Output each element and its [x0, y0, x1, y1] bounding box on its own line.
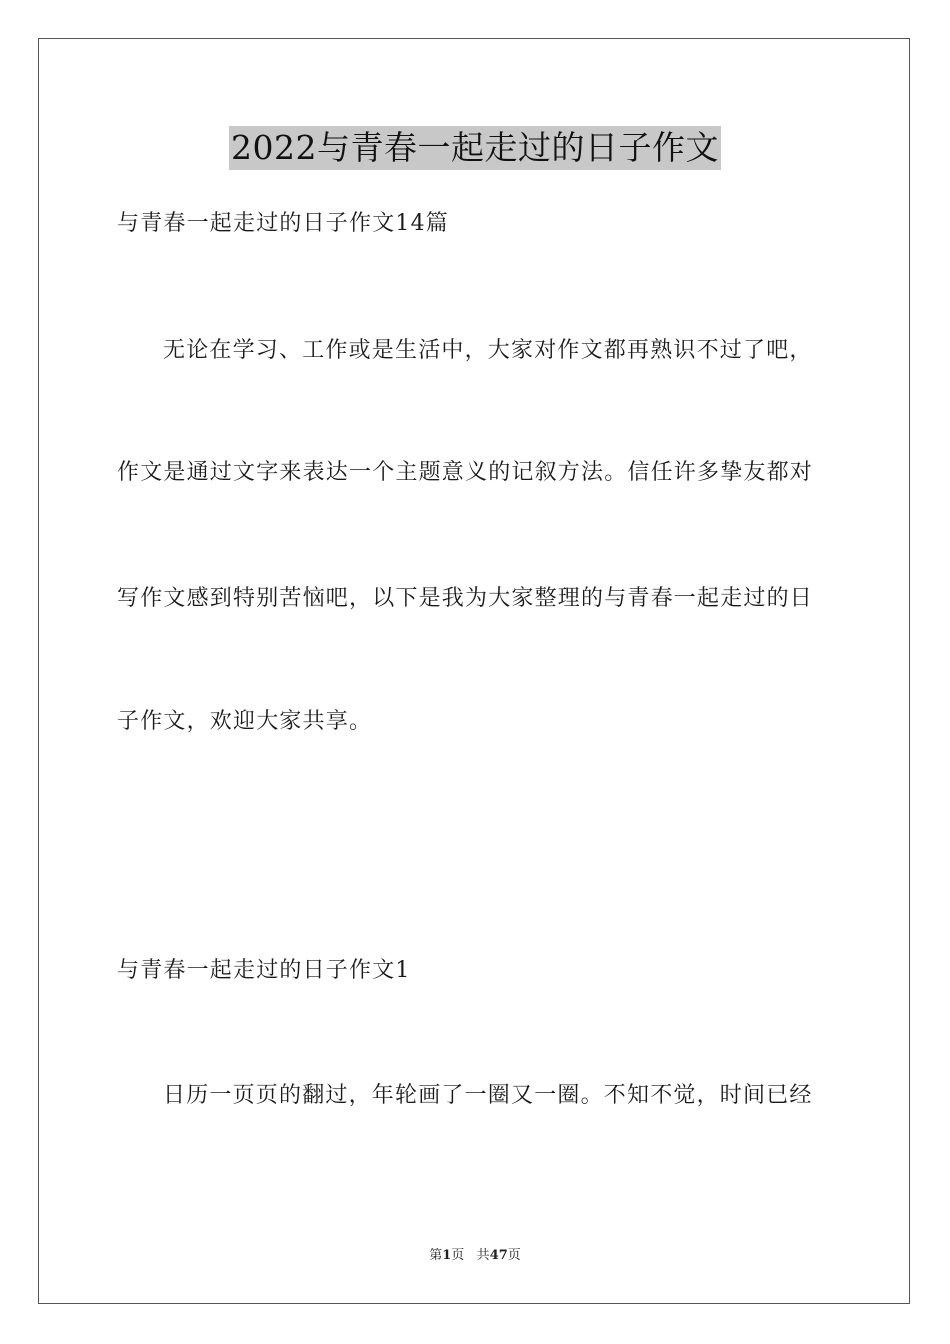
intro-line-2: 作文是通过文字来表达一个主题意义的记叙方法。信任许多挚友都对: [117, 460, 814, 485]
section-heading: 与青春一起走过的日子作文1: [117, 958, 411, 983]
document-subtitle: 与青春一起走过的日子作文14篇: [117, 211, 449, 236]
document-title-block: [0, 126, 950, 170]
footer-total-suffix: 页: [507, 1248, 521, 1263]
footer-total-prefix: 共: [476, 1248, 490, 1263]
intro-line-4: 子作文，欢迎大家共享。: [117, 709, 373, 734]
footer-page-prefix: 第: [429, 1248, 443, 1263]
footer-page-number: 1: [442, 1248, 452, 1263]
document-title: 2022与青春一起走过的日子作文: [229, 126, 721, 170]
footer-page-suffix: 页: [451, 1248, 465, 1263]
section-line-1: 日历一页页的翻过，年轮画了一圈又一圈。不知不觉，时间已经: [163, 1083, 813, 1108]
intro-line-1: 无论在学习、工作或是生活中，大家对作文都再熟识不过了吧，: [163, 338, 813, 363]
footer-total-pages: 47: [489, 1248, 508, 1263]
intro-line-3: 写作文感到特别苦恼吧，以下是我为大家整理的与青春一起走过的日: [117, 586, 814, 611]
page-footer: [0, 1247, 950, 1265]
